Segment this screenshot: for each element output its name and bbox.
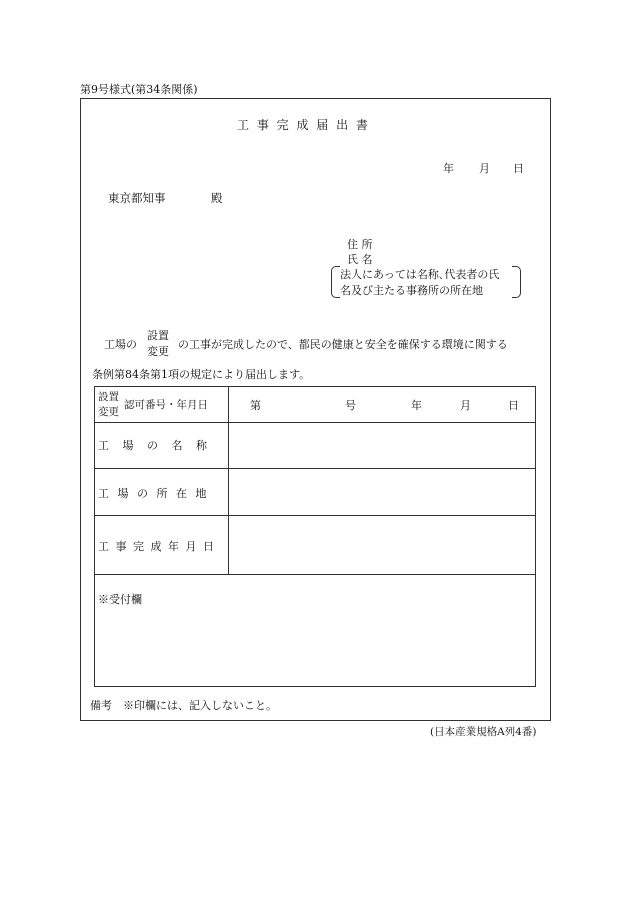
body-line2: 条例第84条第1項の規定により届出します。	[92, 368, 311, 381]
form-number: 第9号様式(第34条関係)	[80, 83, 198, 96]
date-year-label: 年	[443, 162, 454, 175]
completion-date-label: 工 事 完 成 年 月 日	[98, 540, 214, 553]
form-title: 工 事 完 成 届 出 書	[237, 118, 370, 132]
left-bracket	[331, 266, 340, 298]
corporate-note-line1: 法人にあっては名称､代表者の氏	[340, 268, 500, 281]
address-label: 住 所	[347, 238, 373, 251]
factory-name-field[interactable]	[229, 422, 534, 467]
reception-label: ※受付欄	[98, 593, 142, 606]
completion-date-field[interactable]	[229, 515, 534, 573]
right-bracket	[512, 266, 521, 298]
body-choice-setup: 設置	[147, 329, 169, 342]
addressee-name: 東京都知事	[108, 191, 166, 205]
addressee-honorific: 殿	[211, 191, 223, 205]
permit-month: 月	[460, 399, 471, 412]
remarks: 備考 ※印欄には、記入しないこと。	[90, 699, 277, 712]
corporate-note-line2: 名及び主たる事務所の所在地	[340, 284, 483, 297]
body-prefix: 工場の	[104, 338, 137, 351]
body-choice-change: 変更	[147, 345, 169, 358]
permit-go: 号	[345, 399, 356, 412]
permit-choice-setup: 設置	[98, 391, 119, 403]
permit-label: 認可番号・年月日	[124, 399, 208, 411]
paper-size-note: (日本産業規格A列4番)	[430, 726, 537, 738]
factory-name-label: 工 場 の 名 称	[98, 439, 207, 452]
factory-location-label: 工 場 の 所 在 地	[98, 487, 207, 500]
body-line1: の工事が完成したので、都民の健康と安全を確保する環境に関する	[178, 338, 508, 351]
permit-choice-change: 変更	[98, 406, 119, 418]
date-day-label: 日	[513, 162, 524, 175]
permit-dai: 第	[250, 399, 261, 412]
permit-day: 日	[508, 399, 519, 412]
permit-year: 年	[411, 399, 422, 412]
row-divider	[95, 574, 535, 575]
factory-location-field[interactable]	[229, 468, 534, 514]
name-label: 氏 名	[347, 253, 373, 266]
date-month-label: 月	[479, 162, 490, 175]
